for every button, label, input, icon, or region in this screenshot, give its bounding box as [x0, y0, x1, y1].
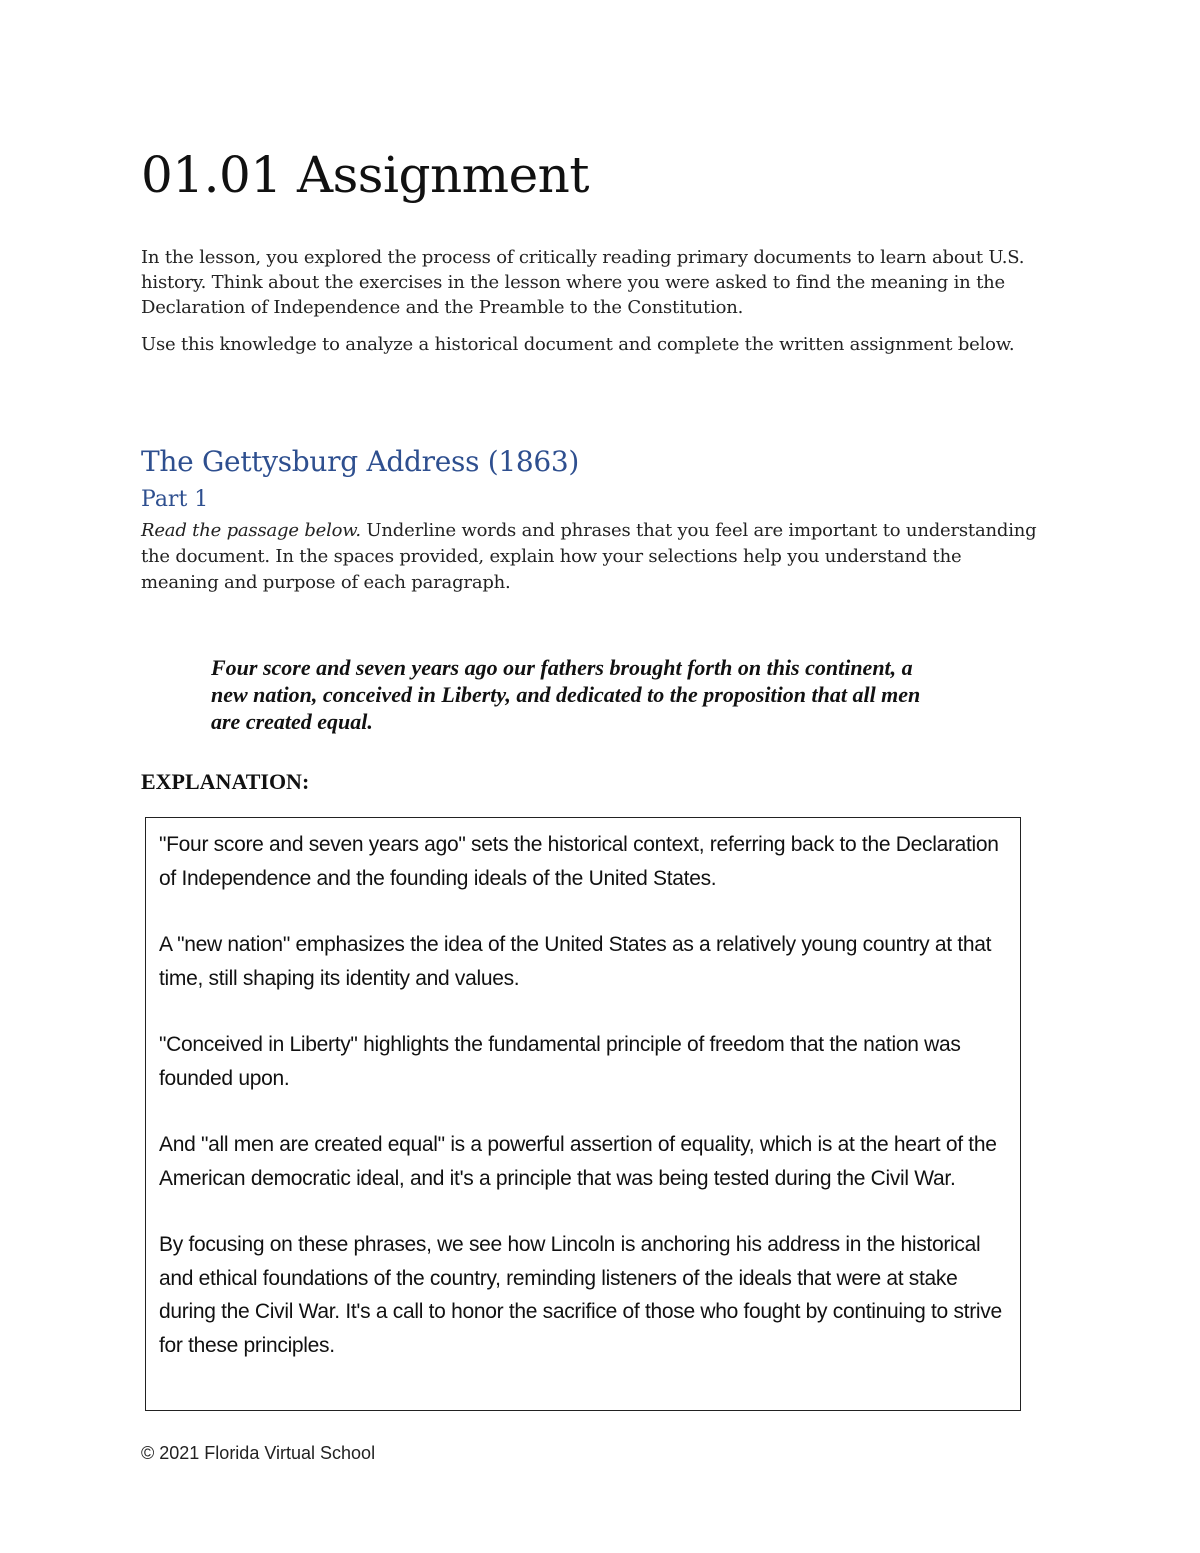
explanation-answer-box[interactable] [145, 817, 1021, 1411]
explanation-paragraph: By focusing on these phrases, we see how Lincoln is anchoring his address in the historical and ethical foundations of the country, reminding listeners of the ideals that were at stake during the Civil War. It's a call to honor the sacrifice of those who fought by continuing to strive for these principles. [159, 1233, 1002, 1357]
explanation-paragraph: A "new nation" emphasizes the idea of the United States as a relatively young country at that time, still shaping its identity and values. [159, 933, 992, 990]
explanation-paragraph: And "all men are created equal" is a powerful assertion of equality, which is at the heart of the American democratic ideal, and it's a principle that was being tested during the Civil War. [159, 1133, 997, 1190]
instructions-lead: Read the passage below. [141, 520, 361, 541]
section-title: The Gettysburg Address (1863) [141, 445, 580, 478]
instructions-body: Underline words and phrases that you feel are important to understanding the document. In the spaces provided, explain how your selections help you understand the meaning and purpose of each paragraph. [141, 520, 1037, 593]
page-title: 01.01 Assignment [141, 146, 589, 204]
instructions [141, 518, 1041, 596]
explanation-paragraph: "Four score and seven years ago" sets the historical context, referring back to the Declaration of Independence and the founding ideals of the United States. [159, 833, 999, 890]
explanation-label: EXPLANATION: [141, 769, 310, 794]
explanation-paragraph: "Conceived in Liberty" highlights the fundamental principle of freedom that the nation was founded upon. [159, 1033, 961, 1090]
passage-quote: Four score and seven years ago our fathers brought forth on this continent, a new nation, conceived in Liberty, and dedicated to the proposition that all men are created equal. [211, 655, 921, 734]
intro-paragraph: Use this knowledge to analyze a historical document and complete the written assignment below. [141, 334, 1015, 355]
copyright-footer: © 2021 Florida Virtual School [141, 1443, 376, 1463]
intro-paragraph: In the lesson, you explored the process of critically reading primary documents to learn about U.S. history. Think about the exercises in the lesson where you were asked to find the meaning in the Declaration of Independence and the Preamble to the Constitution. [141, 247, 1025, 318]
part-title: Part 1 [141, 487, 209, 512]
